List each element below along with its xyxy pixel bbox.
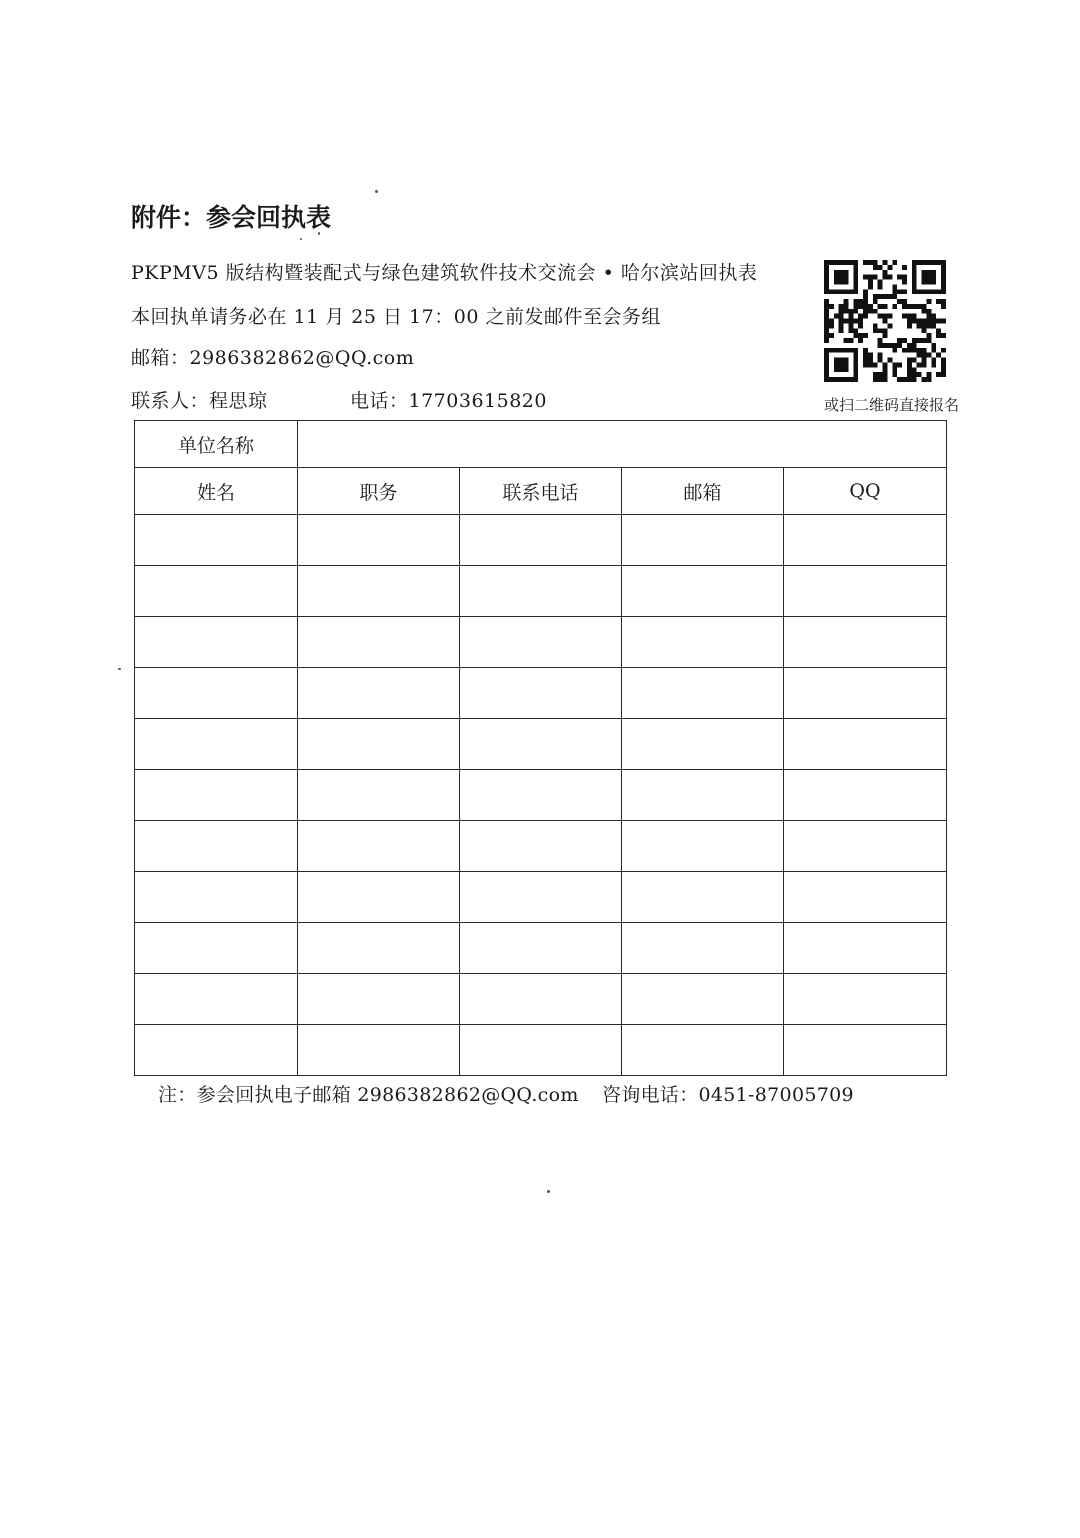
cell-position[interactable] bbox=[298, 668, 460, 719]
scan-speck bbox=[375, 190, 378, 193]
cell-position[interactable] bbox=[298, 974, 460, 1025]
cell-name[interactable] bbox=[135, 923, 298, 974]
unit-value-cell[interactable] bbox=[298, 421, 947, 468]
cell-phone[interactable] bbox=[460, 668, 622, 719]
cell-position[interactable] bbox=[298, 872, 460, 923]
scan-speck bbox=[118, 668, 121, 670]
cell-qq[interactable] bbox=[784, 974, 947, 1025]
cell-phone[interactable] bbox=[460, 566, 622, 617]
table-row bbox=[135, 872, 947, 923]
cell-phone[interactable] bbox=[460, 770, 622, 821]
cell-name[interactable] bbox=[135, 974, 298, 1025]
cell-position[interactable] bbox=[298, 1025, 460, 1076]
cell-name[interactable] bbox=[135, 515, 298, 566]
table-row bbox=[135, 617, 947, 668]
cell-position[interactable] bbox=[298, 719, 460, 770]
table-row bbox=[135, 821, 947, 872]
column-header-position: 职务 bbox=[298, 468, 460, 515]
table-row bbox=[135, 770, 947, 821]
cell-position[interactable] bbox=[298, 923, 460, 974]
registration-form-table bbox=[134, 420, 947, 1076]
cell-name[interactable] bbox=[135, 770, 298, 821]
qr-caption: 或扫二维码直接报名 bbox=[824, 396, 960, 414]
cell-phone[interactable] bbox=[460, 974, 622, 1025]
cell-email[interactable] bbox=[622, 515, 784, 566]
scan-speck bbox=[300, 238, 302, 240]
event-title-line: PKPMV5 版结构暨装配式与绿色建筑软件技术交流会 • 哈尔滨站回执表 bbox=[131, 262, 758, 284]
cell-position[interactable] bbox=[298, 566, 460, 617]
footer-note bbox=[158, 1080, 854, 1107]
cell-qq[interactable] bbox=[784, 872, 947, 923]
cell-email[interactable] bbox=[622, 923, 784, 974]
cell-qq[interactable] bbox=[784, 566, 947, 617]
cell-name[interactable] bbox=[135, 821, 298, 872]
column-header-phone: 联系电话 bbox=[460, 468, 622, 515]
page-title: 附件：参会回执表 bbox=[131, 203, 332, 232]
unit-label-cell: 单位名称 bbox=[135, 421, 298, 468]
contact-phone: 电话：17703615820 bbox=[350, 390, 547, 412]
column-header-name: 姓名 bbox=[135, 468, 298, 515]
cell-position[interactable] bbox=[298, 617, 460, 668]
cell-qq[interactable] bbox=[784, 821, 947, 872]
table-header-row bbox=[135, 468, 947, 515]
cell-name[interactable] bbox=[135, 617, 298, 668]
column-header-email: 邮箱 bbox=[622, 468, 784, 515]
cell-position[interactable] bbox=[298, 821, 460, 872]
cell-qq[interactable] bbox=[784, 515, 947, 566]
cell-qq[interactable] bbox=[784, 770, 947, 821]
footer-email-note: 注：参会回执电子邮箱 2986382862@QQ.com bbox=[158, 1084, 579, 1106]
cell-email[interactable] bbox=[622, 770, 784, 821]
cell-email[interactable] bbox=[622, 821, 784, 872]
cell-phone[interactable] bbox=[460, 719, 622, 770]
cell-name[interactable] bbox=[135, 668, 298, 719]
cell-qq[interactable] bbox=[784, 1025, 947, 1076]
cell-qq[interactable] bbox=[784, 668, 947, 719]
cell-qq[interactable] bbox=[784, 923, 947, 974]
table-row bbox=[135, 974, 947, 1025]
table-row bbox=[135, 923, 947, 974]
cell-qq[interactable] bbox=[784, 617, 947, 668]
cell-email[interactable] bbox=[622, 566, 784, 617]
cell-email[interactable] bbox=[622, 719, 784, 770]
contact-person: 联系人：程思琼 bbox=[131, 390, 268, 412]
cell-name[interactable] bbox=[135, 1025, 298, 1076]
footer-consult-phone: 咨询电话：0451-87005709 bbox=[602, 1084, 854, 1106]
table-row bbox=[135, 668, 947, 719]
cell-phone[interactable] bbox=[460, 515, 622, 566]
cell-qq[interactable] bbox=[784, 719, 947, 770]
table-row bbox=[135, 515, 947, 566]
table-row bbox=[135, 719, 947, 770]
cell-email[interactable] bbox=[622, 668, 784, 719]
qr-code-icon[interactable] bbox=[824, 260, 946, 382]
column-header-qq: QQ bbox=[784, 468, 947, 515]
table-row bbox=[135, 1025, 947, 1076]
contact-row bbox=[131, 386, 547, 413]
cell-email[interactable] bbox=[622, 872, 784, 923]
cell-phone[interactable] bbox=[460, 923, 622, 974]
scan-speck bbox=[547, 1190, 550, 1193]
cell-position[interactable] bbox=[298, 770, 460, 821]
cell-phone[interactable] bbox=[460, 1025, 622, 1076]
cell-position[interactable] bbox=[298, 515, 460, 566]
email-line: 邮箱：2986382862@QQ.com bbox=[131, 347, 415, 369]
cell-email[interactable] bbox=[622, 974, 784, 1025]
table-row bbox=[135, 566, 947, 617]
cell-email[interactable] bbox=[622, 1025, 784, 1076]
cell-phone[interactable] bbox=[460, 821, 622, 872]
cell-name[interactable] bbox=[135, 719, 298, 770]
unit-row bbox=[135, 421, 947, 468]
cell-name[interactable] bbox=[135, 566, 298, 617]
cell-name[interactable] bbox=[135, 872, 298, 923]
cell-phone[interactable] bbox=[460, 872, 622, 923]
cell-phone[interactable] bbox=[460, 617, 622, 668]
deadline-line: 本回执单请务必在 11 月 25 日 17：00 之前发邮件至会务组 bbox=[131, 306, 661, 328]
cell-email[interactable] bbox=[622, 617, 784, 668]
scan-speck bbox=[318, 232, 320, 235]
